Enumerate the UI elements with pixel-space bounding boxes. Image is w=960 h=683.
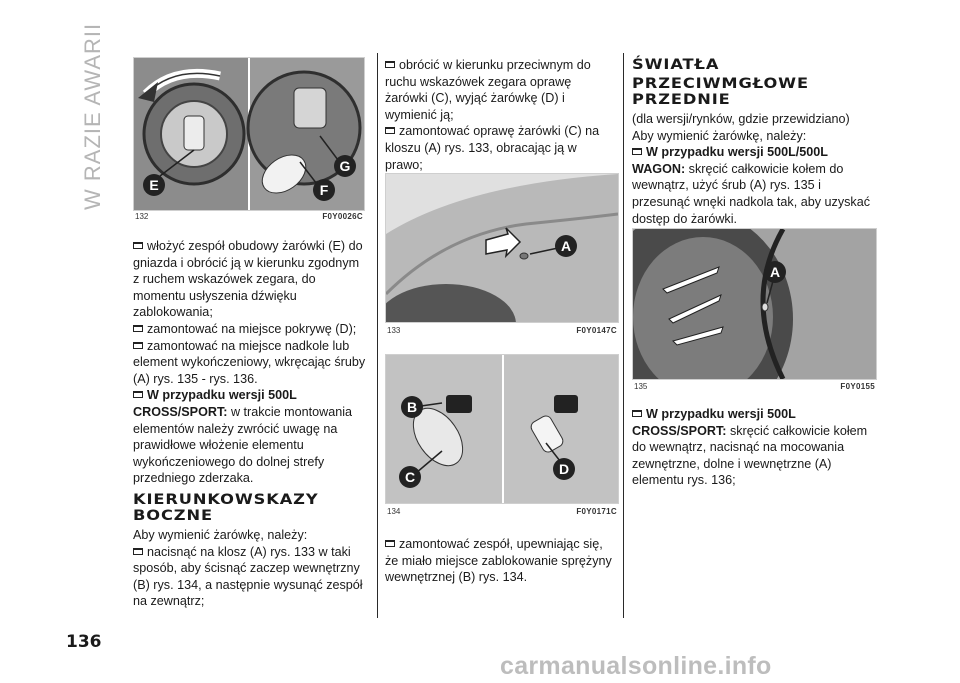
- callout-b: B: [406, 399, 418, 415]
- step-text: zamontować oprawę żarówki (C) na kloszu (A) rys. 133, obracając ją w prawo;: [385, 124, 600, 172]
- step-text: skręcić całkowicie kołem do wewnątrz, użyć śrub (A) rys. 135 i przesunąć wnęki nadkola tak, aby uzyskać dostęp do żarówki.: [632, 161, 871, 226]
- step-paragraph: [133, 238, 367, 321]
- version-label: W przypadku wersji 500L/500L WAGON:: [632, 145, 828, 176]
- figure-code: F0Y0147C: [576, 326, 617, 335]
- callout-c: C: [404, 469, 416, 485]
- figure-135: [632, 228, 877, 380]
- intro-text: Aby wymienić żarówkę, należy:: [133, 527, 308, 542]
- column-divider: [623, 53, 624, 618]
- step-text: skręcić całkowicie kołem do wewnątrz, nacisnąć na mocowania zewnętrzne, dolne i wewnętrzne (A) elementu rys. 136;: [632, 423, 868, 488]
- chapter-side-title-text: W RAZIE AWARII: [80, 22, 105, 210]
- section-heading-line-2: PRZECIWMGŁOWE: [632, 76, 809, 92]
- step-text: włożyć zespół obudowy żarówki (E) do gniazda i obrócić ją w kierunku zgodnym z ruchem wskazówek zegara, do momentu usłyszenia dźwięku zablokowania;: [133, 239, 363, 320]
- checkbox-bullet-icon: [632, 148, 642, 155]
- step-paragraph: [632, 406, 877, 489]
- callout-e: E: [149, 177, 159, 193]
- checkbox-bullet-icon: [632, 410, 642, 417]
- figure-code: F0Y0171C: [576, 507, 617, 516]
- column-3-bottom: [632, 406, 877, 489]
- step-text: obrócić w kierunku przeciwnym do ruchu wskazówek zegara oprawę żarówki (C), wyjąć żarówkę (D) i wymienić ją;: [385, 58, 591, 122]
- column-1: [133, 238, 367, 610]
- figure-134: [385, 354, 619, 504]
- callout-d: D: [558, 461, 570, 477]
- column-divider: [377, 53, 378, 618]
- intro-text: Aby wymienić żarówkę, należy:: [632, 128, 807, 143]
- step-paragraph: [133, 321, 367, 338]
- step-paragraph: [133, 387, 367, 487]
- checkbox-bullet-icon: [133, 391, 143, 398]
- callout-a: A: [769, 264, 781, 280]
- version-label: W przypadku wersji 500L CROSS/SPORT:: [632, 407, 796, 438]
- column-3: [632, 57, 877, 227]
- figure-code: F0Y0026C: [322, 212, 363, 221]
- step-text: zamontować na miejsce pokrywę (D);: [147, 321, 357, 336]
- figure-number: 132: [135, 212, 149, 221]
- figure-133-illustration: [386, 174, 618, 322]
- callout-a: A: [560, 238, 572, 254]
- chapter-side-title: [62, 22, 122, 210]
- step-text: zamontować na miejsce nadkole lub element wykończeniowy, wkręcając śruby (A) rys. 135 - rys. 136.: [133, 338, 366, 386]
- page-number: 136: [66, 632, 102, 652]
- checkbox-bullet-icon: [385, 540, 395, 547]
- note-text: (dla wersji/rynków, gdzie przewidziano): [632, 112, 850, 126]
- column-2: [385, 57, 617, 173]
- figure-135-caption: [634, 382, 875, 391]
- checkbox-bullet-icon: [133, 342, 143, 349]
- step-paragraph: [385, 536, 617, 586]
- figure-code: F0Y0155: [840, 382, 875, 391]
- step-text: zamontować zespół, upewniając się, że miało miejsce zablokowanie sprężyny wewnętrznej (B) rys. 134.: [385, 537, 612, 585]
- figure-number: 133: [387, 326, 401, 335]
- step-paragraph: [385, 123, 617, 173]
- figure-132: [133, 57, 365, 211]
- figure-134-illustration: [386, 355, 618, 503]
- figure-134-caption: [387, 507, 617, 516]
- version-label: W przypadku wersji 500L CROSS/SPORT:: [133, 388, 297, 419]
- step-paragraph: [133, 338, 367, 388]
- checkbox-bullet-icon: [385, 61, 395, 68]
- figure-number: 135: [634, 382, 648, 391]
- figure-133: [385, 173, 619, 323]
- step-text: w trakcie montowania elementów należy zwrócić uwagę na prawidłowe włożenie elementu wykończeniowego do dolnej strefy przedniego zderzaka.: [133, 404, 353, 486]
- checkbox-bullet-icon: [385, 127, 395, 134]
- section-heading-line-1: ŚWIATŁA: [632, 57, 720, 73]
- figure-number: 134: [387, 507, 401, 516]
- callout-g: G: [339, 158, 351, 174]
- figure-135-illustration: [633, 229, 876, 379]
- step-text: nacisnąć na klosz (A) rys. 133 w taki sposób, aby ścisnąć zaczep wewnętrzny (B) rys. 134, a następnie wysunąć zespół na zewnątrz;: [133, 544, 363, 609]
- section-heading: KIERUNKOWSKAZY BOCZNE: [133, 491, 319, 524]
- checkbox-bullet-icon: [133, 242, 143, 249]
- checkbox-bullet-icon: [133, 548, 143, 555]
- section-heading-line-3: PRZEDNIE: [632, 92, 731, 108]
- figure-132-illustration: [134, 58, 364, 210]
- checkbox-bullet-icon: [133, 325, 143, 332]
- figure-132-caption: [135, 212, 363, 221]
- watermark[interactable]: carmanualsonline.info: [500, 652, 772, 680]
- callout-f: F: [319, 182, 329, 198]
- step-paragraph: [632, 144, 877, 227]
- step-paragraph: [133, 544, 367, 610]
- column-2-bottom: [385, 536, 617, 586]
- step-paragraph: [385, 57, 617, 123]
- figure-133-caption: [387, 326, 617, 335]
